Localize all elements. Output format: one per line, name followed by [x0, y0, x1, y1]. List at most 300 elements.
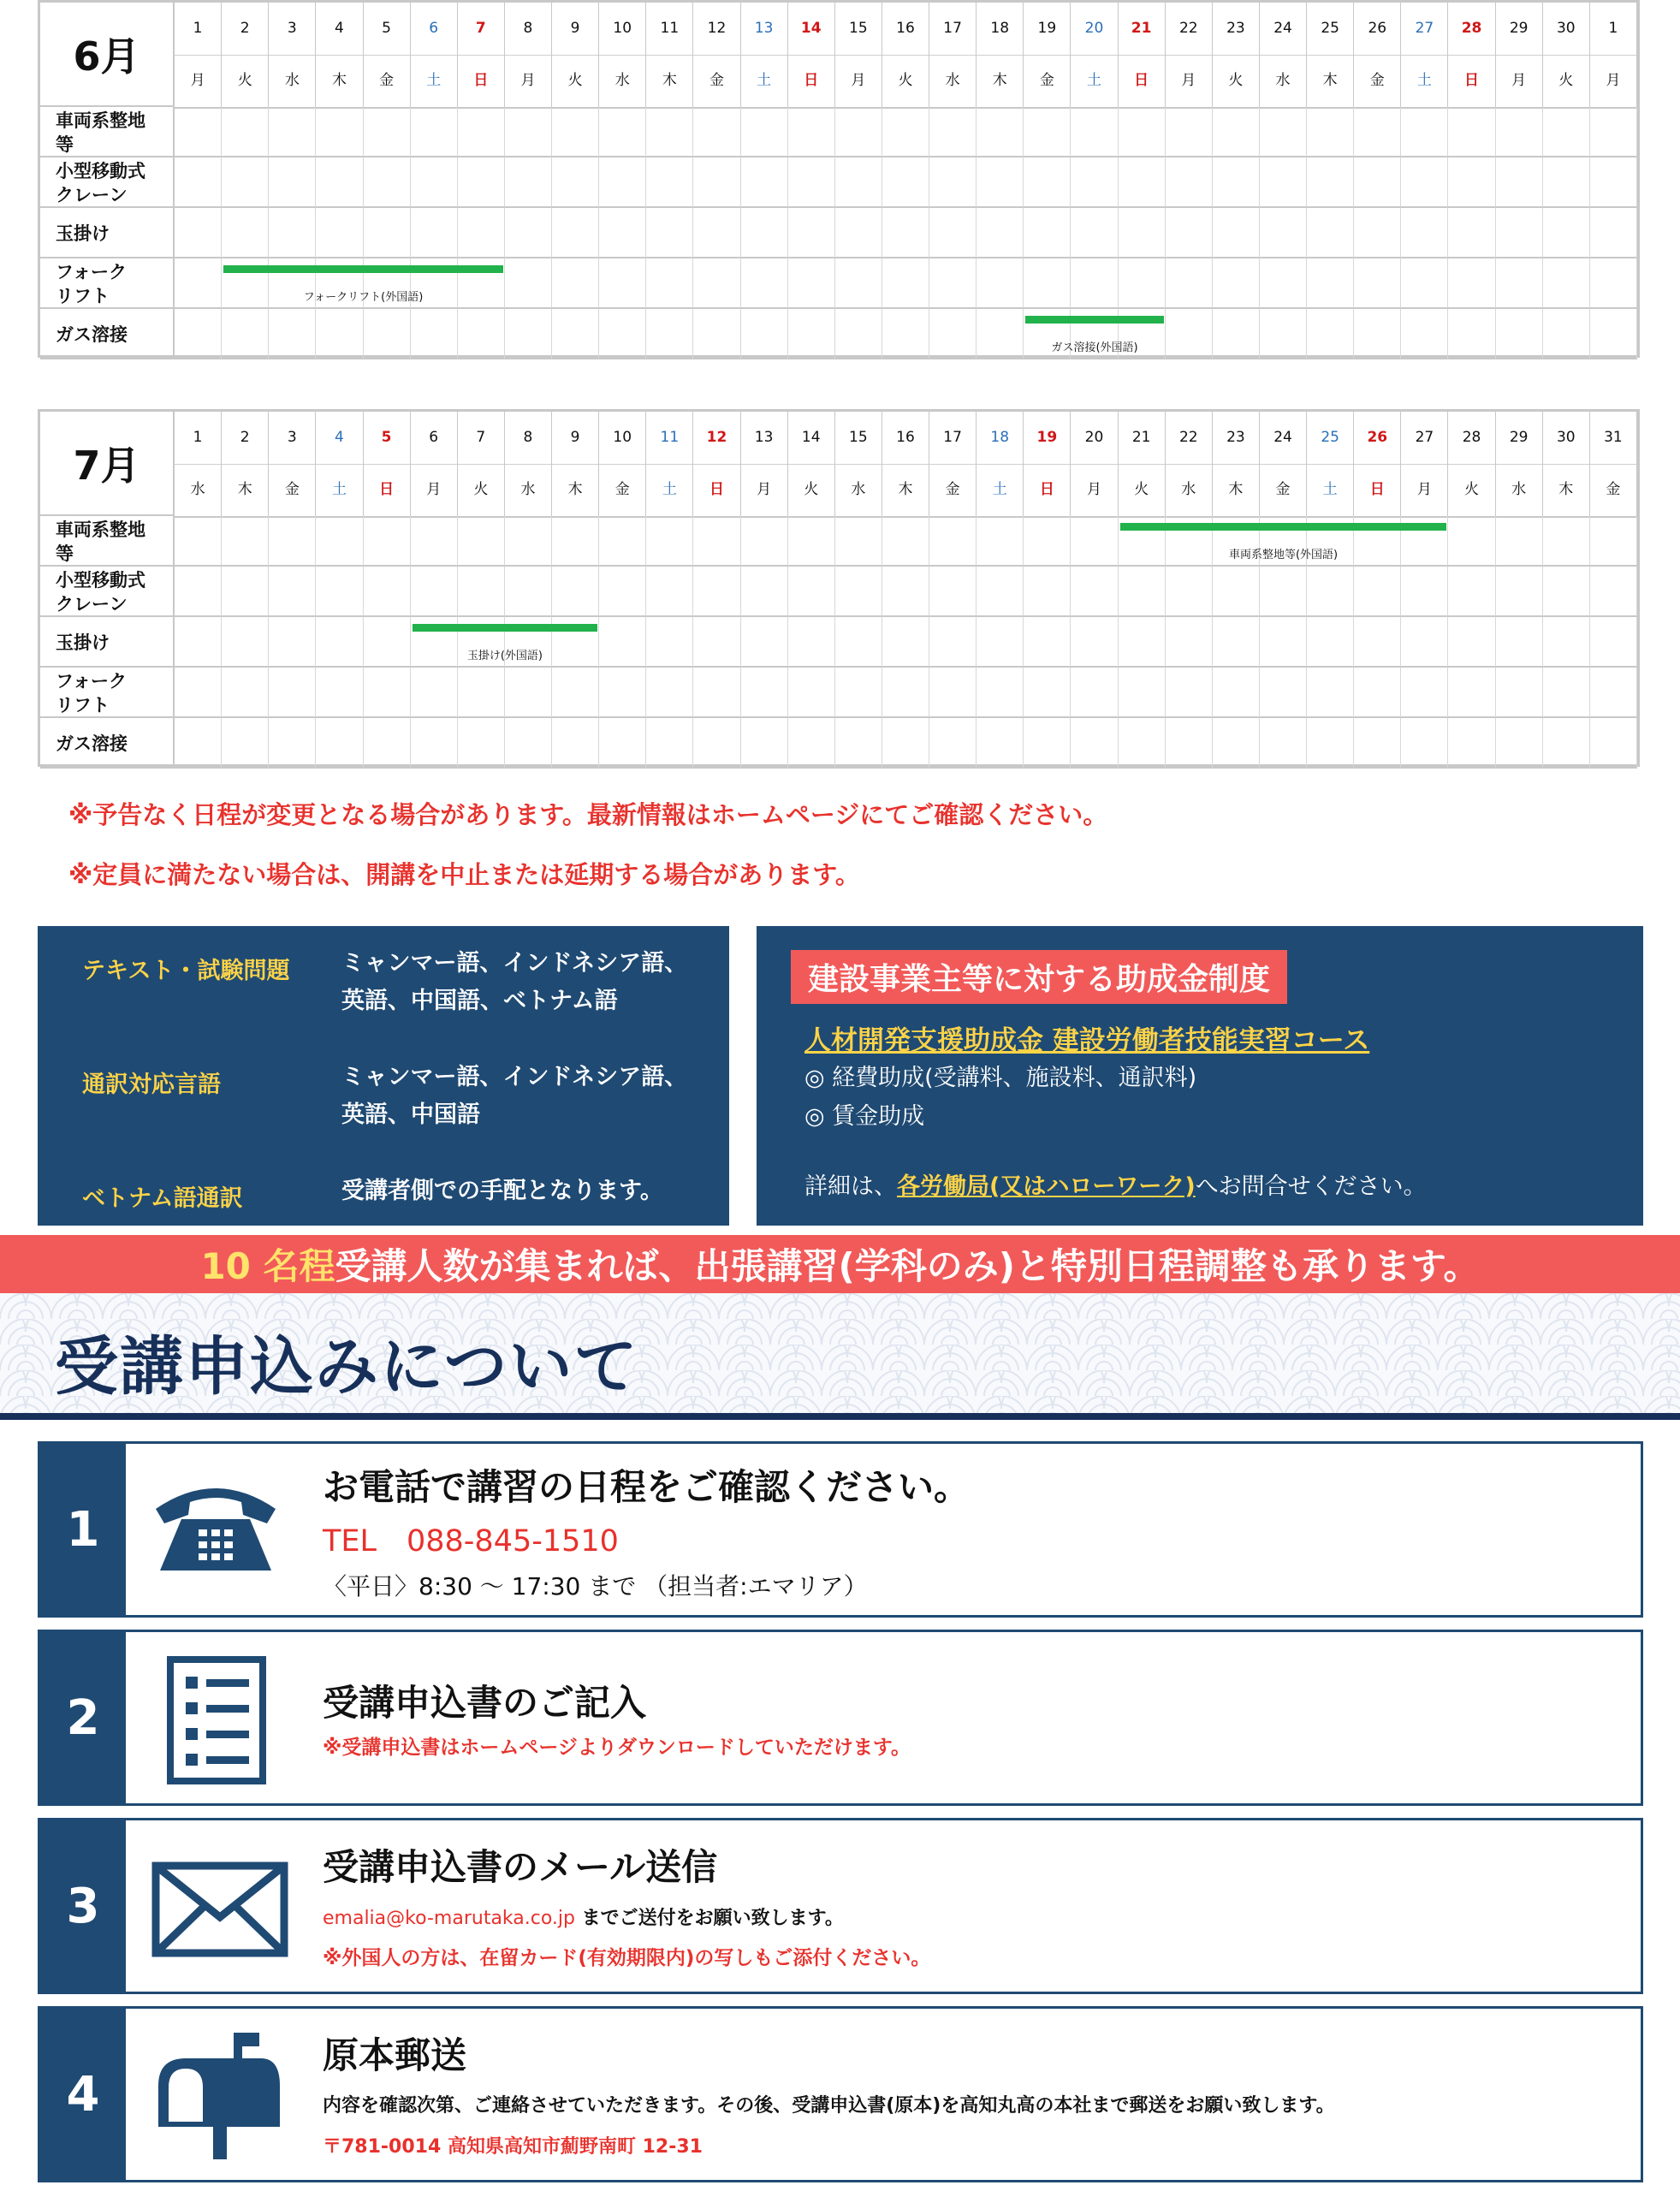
schedule-cell — [741, 258, 788, 309]
schedule-cell — [1166, 309, 1213, 359]
weekday: 火 — [1119, 464, 1165, 518]
day-header — [835, 3, 882, 107]
schedule-cell — [693, 718, 740, 769]
schedule-cell — [882, 208, 929, 258]
schedule-cell — [1590, 617, 1637, 668]
day-number: 19 — [1024, 412, 1070, 465]
day-header — [646, 412, 693, 516]
day-header — [1166, 3, 1213, 107]
day-number: 8 — [505, 412, 551, 465]
schedule-cell — [1590, 567, 1637, 617]
schedule-cell — [693, 516, 740, 567]
weekday: 月 — [1166, 55, 1212, 109]
schedule-cell — [1448, 157, 1495, 208]
month-label: 7月 — [40, 412, 175, 516]
schedule-cell — [1448, 516, 1495, 567]
day-header — [1260, 3, 1307, 107]
day-number: 1 — [175, 3, 221, 56]
weekday: 月 — [411, 464, 457, 518]
day-header — [929, 3, 977, 107]
schedule-cell — [505, 718, 552, 769]
day-number: 21 — [1119, 412, 1165, 465]
day-header — [505, 412, 552, 516]
schedule-cell — [1543, 668, 1590, 718]
schedule-cell — [788, 107, 835, 157]
schedule-cell — [1260, 617, 1307, 668]
day-number: 3 — [269, 412, 315, 465]
day-number: 27 — [1401, 3, 1447, 56]
weekday: 水 — [835, 464, 882, 518]
info-value-interpreter: ミャンマー語、インドネシア語、 英語、中国語 — [341, 1064, 688, 1128]
june-calendar — [38, 0, 1640, 358]
schedule-cell — [646, 309, 693, 359]
labour-bureau-link[interactable]: 各労働局(又はハローワーク) — [897, 1173, 1196, 1200]
schedule-cell — [269, 668, 316, 718]
weekday: 水 — [599, 55, 645, 109]
schedule-cell — [599, 208, 646, 258]
schedule-cell — [1354, 668, 1401, 718]
schedule-cell — [505, 107, 552, 157]
schedule-cell — [599, 516, 646, 567]
schedule-cell — [411, 107, 458, 157]
day-number: 6 — [411, 412, 457, 465]
schedule-cell — [788, 668, 835, 718]
weekday: 月 — [1496, 55, 1542, 109]
schedule-cell — [1213, 718, 1260, 769]
schedule-cell — [269, 617, 316, 668]
subsidy-bullet-wage: ◎ 賃金助成 — [804, 1103, 925, 1130]
day-header — [269, 3, 316, 107]
day-number: 20 — [1071, 3, 1117, 56]
weekday: 金 — [1024, 55, 1070, 109]
schedule-cell — [693, 258, 740, 309]
schedule-cell — [1401, 107, 1448, 157]
day-header — [1543, 3, 1590, 107]
step-number: 3 — [40, 1820, 126, 1992]
day-header — [1260, 412, 1307, 516]
step-title: 受講申込書のメール送信 — [323, 1846, 718, 1888]
schedule-cell — [316, 567, 363, 617]
day-number: 12 — [693, 412, 739, 465]
day-header — [505, 3, 552, 107]
schedule-cell — [1496, 258, 1543, 309]
schedule-cell — [175, 617, 222, 668]
step-4-post — [38, 2006, 1643, 2182]
day-header — [1401, 3, 1448, 107]
schedule-cell — [1590, 668, 1637, 718]
day-number: 9 — [552, 3, 598, 56]
schedule-cell — [929, 567, 977, 617]
weekday: 日 — [458, 55, 504, 109]
info-value-vietnamese: 受講者側での手配となります。 — [341, 1178, 663, 1204]
schedule-cell — [269, 309, 316, 359]
schedule-cell — [175, 309, 222, 359]
schedule-cell — [1590, 258, 1637, 309]
schedule-cell — [1496, 567, 1543, 617]
schedule-cell — [411, 718, 458, 769]
weekday: 月 — [835, 55, 882, 109]
schedule-cell — [835, 668, 882, 718]
schedule-cell — [1543, 157, 1590, 208]
schedule-cell — [222, 208, 269, 258]
weekday: 土 — [411, 55, 457, 109]
schedule-cell — [977, 107, 1024, 157]
schedule-cell — [1448, 567, 1495, 617]
weekday: 木 — [646, 55, 692, 109]
weekday: 土 — [316, 464, 362, 518]
schedule-cell — [1354, 107, 1401, 157]
weekday: 木 — [316, 55, 362, 109]
mailing-address: 〒781-0014 高知県高知市薊野南町 12-31 — [323, 2136, 703, 2158]
schedule-cell — [364, 617, 411, 668]
day-header — [1543, 412, 1590, 516]
mailing-instruction: 内容を確認次第、ご連絡させていただきます。その後、受講申込書(原本)を高知丸高の本社まで郵送をお願い致します。 — [323, 2095, 1335, 2117]
day-header — [1024, 412, 1071, 516]
schedule-cell — [1448, 718, 1495, 769]
schedule-cell — [741, 208, 788, 258]
weekday: 木 — [882, 464, 929, 518]
schedule-cell — [788, 516, 835, 567]
download-note: ※受講申込書はホームページよりダウンロードしていただけます。 — [323, 1737, 911, 1759]
phone-number: TEL 088-845-1510 — [323, 1524, 619, 1559]
schedule-cell — [411, 309, 458, 359]
schedule-cell — [411, 208, 458, 258]
course-schedule-label: 車両系整地等(外国語) — [1228, 549, 1339, 561]
schedule-cell — [316, 718, 363, 769]
schedule-cell — [411, 516, 458, 567]
schedule-cell — [1166, 157, 1213, 208]
schedule-cell — [1260, 718, 1307, 769]
schedule-cell — [929, 516, 977, 567]
schedule-cell — [1401, 718, 1448, 769]
schedule-cell — [1166, 617, 1213, 668]
schedule-cell — [1543, 617, 1590, 668]
day-header — [458, 3, 505, 107]
weekday: 土 — [1071, 55, 1117, 109]
info-label-vietnamese: ベトナム語通訳 — [82, 1185, 243, 1212]
info-value-text: ミャンマー語、インドネシア語、 英語、中国語、ベトナム語 — [341, 950, 688, 1014]
schedule-cell — [835, 157, 882, 208]
schedule-cell — [1401, 668, 1448, 718]
schedule-cell — [1401, 208, 1448, 258]
day-header — [552, 412, 599, 516]
schedule-cell — [929, 668, 977, 718]
schedule-cell — [1590, 208, 1637, 258]
weekday: 火 — [1213, 55, 1259, 109]
schedule-cell — [1119, 208, 1166, 258]
schedule-cell — [599, 668, 646, 718]
day-header — [741, 3, 788, 107]
schedule-cell — [1024, 567, 1071, 617]
schedule-cell — [458, 516, 505, 567]
schedule-cell — [835, 567, 882, 617]
day-number: 1 — [175, 412, 221, 465]
day-header — [364, 3, 411, 107]
schedule-cell — [1401, 157, 1448, 208]
schedule-cell — [1496, 309, 1543, 359]
schedule-cell — [1071, 718, 1118, 769]
schedule-cell — [1119, 107, 1166, 157]
schedule-cell — [1543, 258, 1590, 309]
schedule-cell — [929, 107, 977, 157]
day-number: 13 — [741, 3, 787, 56]
schedule-cell — [1543, 208, 1590, 258]
weekday: 水 — [1496, 464, 1542, 518]
weekday: 土 — [1401, 55, 1447, 109]
day-header — [1307, 3, 1354, 107]
schedule-cell — [364, 718, 411, 769]
schedule-cell — [693, 617, 740, 668]
day-number: 31 — [1590, 412, 1636, 465]
day-header — [1166, 412, 1213, 516]
schedule-cell — [1024, 668, 1071, 718]
step-3-email — [38, 1818, 1643, 1994]
schedule-cell — [458, 718, 505, 769]
schedule-cell — [788, 258, 835, 309]
schedule-cell — [458, 567, 505, 617]
weekday: 火 — [1543, 55, 1589, 109]
schedule-cell — [1496, 208, 1543, 258]
schedule-cell — [269, 107, 316, 157]
step-title: お電話で講習の日程をご確認ください。 — [323, 1466, 971, 1508]
schedule-cell — [1024, 208, 1071, 258]
course-row-label: 車両系整地 等 — [40, 516, 175, 567]
day-number: 27 — [1401, 412, 1447, 465]
schedule-cell — [175, 258, 222, 309]
day-number: 17 — [929, 412, 976, 465]
schedule-cell — [222, 157, 269, 208]
schedule-cell — [1543, 309, 1590, 359]
schedule-cell — [599, 617, 646, 668]
schedule-cell — [1307, 258, 1354, 309]
banner-highlight: 10 名程 — [200, 1245, 335, 1287]
schedule-cell — [1260, 258, 1307, 309]
schedule-cell — [693, 309, 740, 359]
schedule-cell — [693, 668, 740, 718]
course-schedule-bar — [1120, 523, 1447, 531]
day-number: 2 — [222, 412, 268, 465]
schedule-cell — [175, 157, 222, 208]
schedule-cell — [1260, 309, 1307, 359]
schedule-cell — [1071, 567, 1118, 617]
day-number: 9 — [552, 412, 598, 465]
schedule-cell — [882, 617, 929, 668]
subsidy-course-title: 人材開発支援助成金 建設労働者技能実習コース — [804, 1025, 1370, 1056]
course-row-label: 小型移動式 クレーン — [40, 157, 175, 208]
schedule-cell — [458, 208, 505, 258]
day-number: 26 — [1354, 3, 1400, 56]
schedule-cell — [1307, 107, 1354, 157]
schedule-cell — [269, 567, 316, 617]
schedule-cell — [835, 718, 882, 769]
weekday: 木 — [552, 464, 598, 518]
day-header — [882, 3, 929, 107]
subsidy-bullet-expense: ◎ 経費助成(受講料、施設料、通訳料) — [804, 1065, 1197, 1091]
schedule-cell — [693, 157, 740, 208]
mailbox-icon — [151, 2033, 288, 2161]
weekday: 日 — [788, 55, 834, 109]
day-header — [1307, 412, 1354, 516]
schedule-cell — [175, 107, 222, 157]
schedule-cell — [269, 718, 316, 769]
course-row-label: ガス溶接 — [40, 309, 175, 359]
schedule-cell — [741, 309, 788, 359]
day-header — [977, 3, 1024, 107]
schedule-cell — [977, 208, 1024, 258]
schedule-cell — [552, 516, 599, 567]
day-header — [552, 3, 599, 107]
schedule-cell — [977, 309, 1024, 359]
schedule-cell — [835, 208, 882, 258]
info-label-interpreter: 通訳対応言語 — [82, 1072, 221, 1098]
day-number: 26 — [1354, 412, 1400, 465]
schedule-cell — [693, 567, 740, 617]
course-schedule-bar — [1025, 316, 1163, 324]
schedule-cell — [175, 567, 222, 617]
schedule-cell — [1543, 516, 1590, 567]
weekday: 火 — [788, 464, 834, 518]
subsidy-detail-prefix: 詳細は、 — [804, 1173, 897, 1200]
schedule-cell — [1401, 309, 1448, 359]
day-number: 25 — [1307, 3, 1353, 56]
schedule-cell — [316, 309, 363, 359]
weekday: 火 — [882, 55, 929, 109]
day-header — [788, 412, 835, 516]
schedule-cell — [505, 516, 552, 567]
schedule-cell — [646, 718, 693, 769]
schedule-cell — [741, 516, 788, 567]
schedule-cell — [1213, 107, 1260, 157]
residence-card-note: ※外国人の方は、在留カード(有効期限内)の写しもご添付ください。 — [323, 1947, 931, 1969]
schedule-cell — [222, 107, 269, 157]
email-address[interactable]: emalia@ko-marutaka.co.jp — [323, 1908, 575, 1929]
schedule-cell — [1260, 208, 1307, 258]
schedule-cell — [505, 567, 552, 617]
day-number: 23 — [1213, 412, 1259, 465]
info-label-text: テキスト・試験問題 — [82, 958, 290, 984]
weekday: 日 — [693, 464, 739, 518]
schedule-cell — [552, 668, 599, 718]
weekday: 日 — [1448, 55, 1494, 109]
schedule-cell — [1213, 208, 1260, 258]
schedule-cell — [1024, 718, 1071, 769]
course-schedule-bar — [413, 624, 598, 632]
schedule-cell — [222, 309, 269, 359]
weekday: 金 — [1260, 464, 1306, 518]
schedule-cell — [1166, 567, 1213, 617]
notice-minimum-enrollment: ※定員に満たない場合は、開講を中止または延期する場合があります。 — [68, 860, 860, 889]
subsidy-detail-line — [804, 1167, 1427, 1201]
day-header — [222, 3, 269, 107]
schedule-cell — [599, 157, 646, 208]
schedule-cell — [646, 107, 693, 157]
day-header — [1071, 412, 1118, 516]
schedule-cell — [1448, 617, 1495, 668]
schedule-cell — [1401, 258, 1448, 309]
schedule-cell — [977, 567, 1024, 617]
schedule-cell — [316, 617, 363, 668]
weekday: 水 — [1166, 464, 1212, 518]
schedule-cell — [552, 258, 599, 309]
schedule-cell — [1071, 516, 1118, 567]
phone-icon — [147, 1476, 284, 1579]
weekday: 火 — [552, 55, 598, 109]
course-schedule-label: ガス溶接(外国語) — [1051, 341, 1138, 354]
schedule-cell — [1354, 208, 1401, 258]
day-number: 29 — [1496, 3, 1542, 56]
day-header — [1448, 3, 1495, 107]
day-number: 14 — [788, 3, 834, 56]
schedule-cell — [1448, 309, 1495, 359]
schedule-cell — [316, 516, 363, 567]
day-number: 8 — [505, 3, 551, 56]
schedule-cell — [1354, 157, 1401, 208]
schedule-cell — [505, 208, 552, 258]
schedule-cell — [741, 107, 788, 157]
schedule-cell — [1496, 107, 1543, 157]
weekday: 金 — [599, 464, 645, 518]
day-number: 22 — [1166, 412, 1212, 465]
schedule-cell — [1307, 718, 1354, 769]
day-number: 6 — [411, 3, 457, 56]
weekday: 金 — [929, 464, 976, 518]
schedule-cell — [1543, 567, 1590, 617]
weekday: 水 — [175, 464, 221, 518]
weekday: 日 — [364, 464, 410, 518]
schedule-cell — [552, 718, 599, 769]
course-row-label: 車両系整地 等 — [40, 107, 175, 157]
day-header — [364, 412, 411, 516]
day-header — [599, 3, 646, 107]
schedule-cell — [741, 617, 788, 668]
schedule-cell — [1024, 516, 1071, 567]
schedule-cell — [1071, 668, 1118, 718]
schedule-cell — [1071, 157, 1118, 208]
section-title: 受講申込みについて — [55, 1330, 639, 1404]
day-number: 30 — [1543, 412, 1589, 465]
day-number: 1 — [1590, 3, 1636, 56]
schedule-cell — [882, 567, 929, 617]
schedule-cell — [1213, 309, 1260, 359]
day-header — [1590, 3, 1637, 107]
schedule-cell — [741, 567, 788, 617]
schedule-cell — [411, 668, 458, 718]
schedule-cell — [505, 157, 552, 208]
day-header — [646, 3, 693, 107]
schedule-cell — [1354, 617, 1401, 668]
schedule-cell — [788, 309, 835, 359]
day-number: 28 — [1448, 412, 1494, 465]
schedule-cell — [1119, 567, 1166, 617]
schedule-cell — [1166, 668, 1213, 718]
schedule-cell — [1354, 718, 1401, 769]
schedule-cell — [411, 567, 458, 617]
day-number: 30 — [1543, 3, 1589, 56]
schedule-cell — [1590, 718, 1637, 769]
day-header — [1213, 412, 1260, 516]
list-icon — [167, 1656, 266, 1784]
day-number: 24 — [1260, 412, 1306, 465]
schedule-cell — [505, 668, 552, 718]
schedule-cell — [929, 208, 977, 258]
day-header — [175, 412, 222, 516]
schedule-cell — [175, 516, 222, 567]
schedule-cell — [788, 208, 835, 258]
schedule-cell — [741, 157, 788, 208]
day-header — [458, 412, 505, 516]
schedule-cell — [1024, 107, 1071, 157]
day-header — [1496, 412, 1543, 516]
